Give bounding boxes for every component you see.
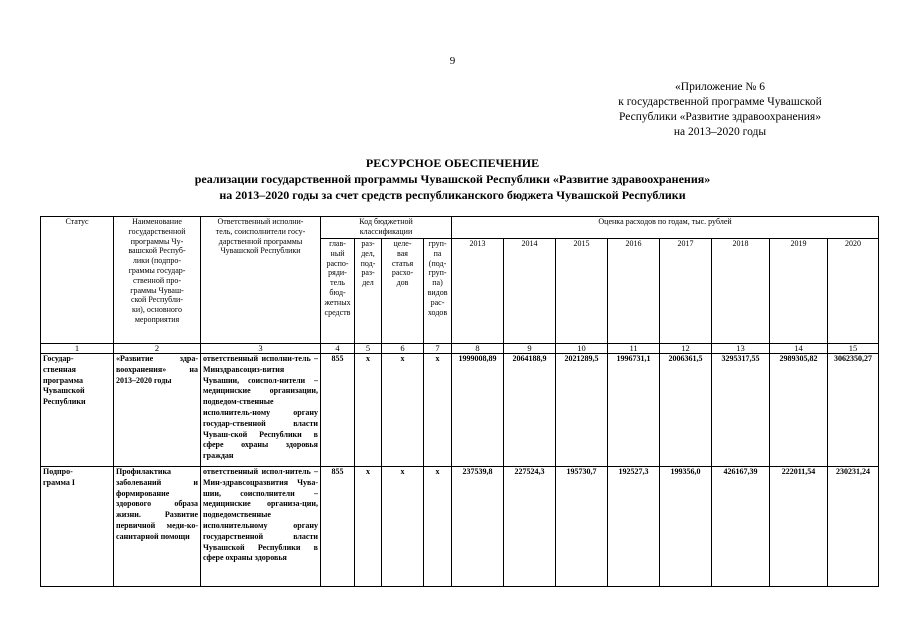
row-name: «Развитие здра-воохранения» на 2013–2020 годы <box>114 354 201 467</box>
row-value-2015: 195730,7 <box>556 467 608 587</box>
appendix-line-1: «Приложение № 6 <box>675 81 765 93</box>
table-row <box>41 354 879 467</box>
appendix-line-3: Республики «Развитие здравоохранения» <box>619 111 821 123</box>
header-year: 2020 <box>828 239 879 344</box>
page-number: 9 <box>449 55 456 67</box>
column-number: 8 <box>452 344 504 354</box>
row-expense-group: x <box>424 467 452 587</box>
row-name: Профилактика заболеваний и формирование здорового образа жизни. Развитие первичной меди-ко-санитарной помощи <box>114 467 201 587</box>
row-value-2017: 199356,0 <box>660 467 712 587</box>
header-year: 2017 <box>660 239 712 344</box>
row-executor: ответственный испол-нитель – Мин-здравсоцразвития Чува-шии, соисполнители – медицинские организа-ции, подведомственные исполнительному органу государственной власти Чувашской Республики в сфере охраны здоровья <box>201 467 321 587</box>
appendix-line-2: к государственной программе Чувашской <box>618 96 822 108</box>
row-status: Государ- ственная программа Чувашской Республики <box>41 354 114 467</box>
resource-table <box>40 216 879 587</box>
row-section: x <box>355 354 382 467</box>
column-number: 13 <box>712 344 770 354</box>
row-value-2020: 230231,24 <box>828 467 879 587</box>
row-value-2013: 237539,8 <box>452 467 504 587</box>
column-number: 11 <box>608 344 660 354</box>
header-target-article: целе- вая статья расхо- дов <box>382 239 424 344</box>
header-year: 2013 <box>452 239 504 344</box>
row-value-2015: 2021289,5 <box>556 354 608 467</box>
column-number: 9 <box>504 344 556 354</box>
row-value-2018: 3295317,55 <box>712 354 770 467</box>
column-number: 1 <box>41 344 114 354</box>
column-number: 5 <box>355 344 382 354</box>
appendix-note <box>560 80 880 140</box>
table-row <box>41 467 879 587</box>
column-number: 12 <box>660 344 712 354</box>
title-line-1: РЕСУРСНОЕ ОБЕСПЕЧЕНИЕ <box>365 156 540 170</box>
header-year: 2019 <box>770 239 828 344</box>
column-number: 6 <box>382 344 424 354</box>
row-value-2016: 1996731,1 <box>608 354 660 467</box>
appendix-line-4: на 2013–2020 годы <box>673 126 767 138</box>
row-value-2017: 2006361,5 <box>660 354 712 467</box>
title-line-3: на 2013–2020 годы за счет средств республиканского бюджета Чувашской Республики <box>219 188 686 202</box>
row-value-2013: 1999008,89 <box>452 354 504 467</box>
row-section: x <box>355 467 382 587</box>
row-value-2020: 3062350,27 <box>828 354 879 467</box>
header-year: 2016 <box>608 239 660 344</box>
row-value-2019: 2989305,82 <box>770 354 828 467</box>
row-executor: ответственный исполни-тель – Минздравсоциз-вития Чувашии, соиспол-нители – медицинские организации, подведом-ственные исполнитель-ному органу государ-ственной власти Чуваш-ской Республики в сфере охраны здоровья граждан <box>201 354 321 467</box>
title-line-2: реализации государственной программы Чувашской Республики «Развитие здравоохранения» <box>194 172 711 186</box>
header-expense-group: груп- па (под- груп- па) видов рас- ходов <box>424 239 452 344</box>
row-value-2014: 2064188,9 <box>504 354 556 467</box>
column-number: 2 <box>114 344 201 354</box>
header-year: 2014 <box>504 239 556 344</box>
row-value-2019: 222011,54 <box>770 467 828 587</box>
row-grbs: 855 <box>321 354 355 467</box>
row-status: Подпро- грамма I <box>41 467 114 587</box>
column-number: 3 <box>201 344 321 354</box>
header-executor: Ответственный исполни- тель, соисполнители госу- дарственной программы Чувашской Республики <box>201 217 321 344</box>
row-value-2018: 426167,39 <box>712 467 770 587</box>
header-status: Статус <box>41 217 114 344</box>
header-section: раз- дел, под- раз- дел <box>355 239 382 344</box>
header-grbs: глав- ный распо- ряди- тель бюд- жетных средств <box>321 239 355 344</box>
header-year: 2018 <box>712 239 770 344</box>
column-number: 10 <box>556 344 608 354</box>
document-title <box>0 155 905 203</box>
row-grbs: 855 <box>321 467 355 587</box>
row-target-article: x <box>382 467 424 587</box>
row-value-2014: 227524,3 <box>504 467 556 587</box>
header-budget-code: Код бюджетной классификации <box>321 217 452 239</box>
header-name: Наименование государственной программы Чу- вашской Респуб- лики (подпро- граммы государ- ственной про- граммы Чуваш- ской Республи- ки), основного мероприятия <box>114 217 201 344</box>
column-number: 7 <box>424 344 452 354</box>
header-year: 2015 <box>556 239 608 344</box>
row-target-article: x <box>382 354 424 467</box>
row-expense-group: x <box>424 354 452 467</box>
header-estimate: Оценка расходов по годам, тыс. рублей <box>452 217 879 239</box>
column-number: 4 <box>321 344 355 354</box>
column-number: 14 <box>770 344 828 354</box>
row-value-2016: 192527,3 <box>608 467 660 587</box>
column-number: 15 <box>828 344 879 354</box>
